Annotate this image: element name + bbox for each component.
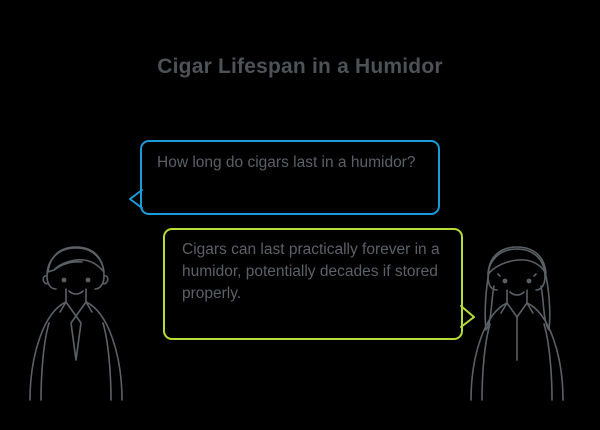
answer-bubble-text: Cigars can last practically forever in a humidor, potentially decades if stored properly. <box>182 241 440 302</box>
right-person-figure <box>471 247 563 400</box>
question-bubble-text: How long do cigars last in a humidor? <box>157 154 416 171</box>
page-title: Cigar Lifespan in a Humidor <box>157 55 443 78</box>
left-person-figure <box>30 247 122 400</box>
